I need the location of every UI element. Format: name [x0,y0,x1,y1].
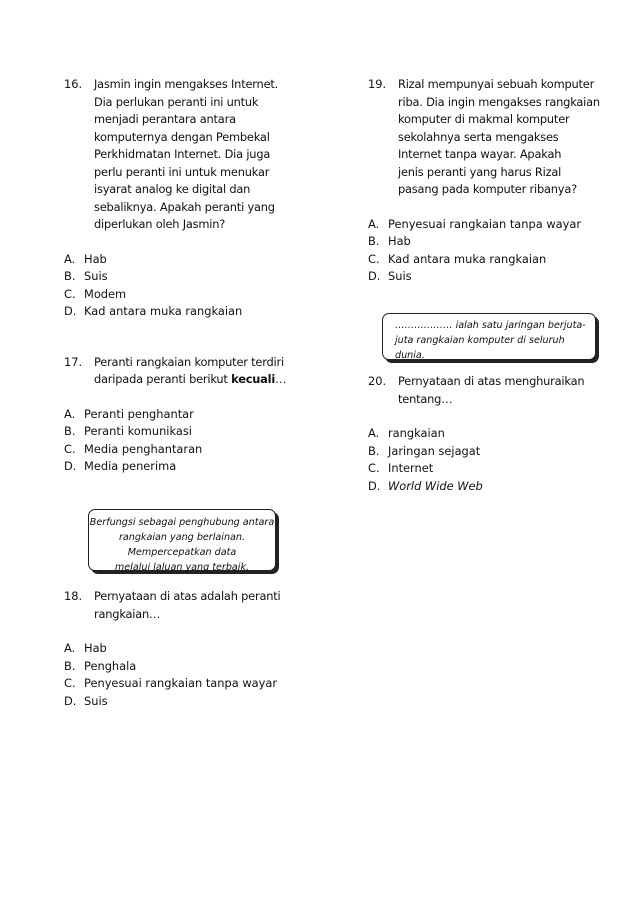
option-text: Kad antara muka rangkaian [84,304,243,318]
option-letter: C. [64,676,76,690]
question-line: sekolahnya serta mengakses [398,129,559,144]
box-line: ……………… ialah satu jaringan berjuta- [395,320,586,331]
option-letter: B. [64,269,76,283]
option-letter: D. [368,269,381,283]
option-a [368,425,600,443]
option-d [64,303,304,321]
question-number: 16. [64,77,83,91]
option-text: Hab [84,251,107,266]
option-d [368,268,600,286]
question-line: jenis peranti yang harus Rizal [398,164,562,179]
option-text: Peranti komunikasi [84,424,192,438]
option-letter: B. [64,424,76,438]
option-text: Hab [84,641,107,655]
option-text: Suis [388,269,412,283]
option-letter: C. [64,441,76,456]
question-text [94,354,304,389]
option-letter: B. [368,443,380,458]
question-16 [64,76,304,321]
option-b [368,233,600,251]
question-number: 18. [64,589,83,603]
question-line: Dia perlukan peranti ini untuk [94,94,259,109]
option-letter: A. [368,216,380,231]
question-line: rangkaian… [94,606,161,621]
option-letter: B. [368,234,380,248]
question-line: Perkhidmatan Internet. Dia juga [94,147,271,161]
option-b [64,658,304,676]
right-column [368,76,600,286]
option-d [64,693,304,711]
option-a [64,251,304,269]
question-line: menjadi perantara antara [94,112,236,126]
option-text: Internet [388,461,434,475]
option-letter: A. [64,406,76,421]
option-a [368,216,600,234]
right-column-lower [368,373,600,495]
question-line: Pernyataan di atas adalah peranti [94,589,281,603]
question-text [94,588,304,623]
left-column [64,76,304,476]
box-line: juta rangkaian komputer di seluruh [395,335,565,346]
question-19 [368,76,600,286]
option-text: Media penghantaran [84,441,203,456]
question-18 [64,588,304,710]
question-text [94,76,304,234]
option-c [64,441,304,459]
option-text: Suis [84,693,108,708]
option-b [368,443,600,461]
options-list [64,251,304,321]
options-list [368,216,600,286]
option-letter: A. [368,426,380,440]
question-number: 19. [368,77,387,91]
emphasis-kecuali: kecuali [231,372,276,386]
question-line: Rizal mempunyai sebuah komputer [398,77,595,91]
question-line: tentang… [398,391,453,406]
question-17 [64,354,304,476]
options-list [64,640,304,710]
option-letter: A. [64,251,76,266]
options-list [368,425,600,495]
option-letter: B. [64,658,76,673]
description-box-router [88,509,276,571]
question-line: Peranti rangkaian komputer terdiri [94,354,284,369]
question-line: Pernyataan di atas menghuraikan [398,374,585,388]
description-box-internet [382,313,596,360]
option-text: rangkaian [388,426,445,440]
question-line: daripada peranti berikut kecuali… [94,372,287,386]
option-c [64,675,304,693]
option-letter: D. [64,304,77,318]
question-line: Jasmin ingin mengakses Internet. [94,77,279,91]
option-letter: C. [64,286,76,301]
option-letter: D. [64,693,77,708]
option-d [368,478,600,496]
box-line: dunia. [395,350,425,361]
box-line: rangkaian yang berlainan. [118,532,246,543]
question-line: perlu peranti ini untuk menukar [94,164,270,179]
option-a [64,406,304,424]
option-text: Suis [84,269,108,283]
question-line: komputernya dengan Pembekal [94,129,270,144]
question-number: 20. [368,374,387,388]
question-number: 17. [64,354,83,369]
box-line: melalui laluan yang terbaik. [114,562,250,573]
question-line: isyarat analog ke digital dan [94,182,251,196]
question-text [398,373,600,408]
option-text: Media penerima [84,459,177,473]
option-text: Penghala [84,658,137,673]
box-line: Mempercepatkan data [127,547,237,558]
option-text: Hab [388,234,411,248]
option-text: Penyesuai rangkaian tanpa wayar [84,676,278,690]
question-text [398,76,600,199]
option-letter: A. [64,641,76,655]
question-line: Internet tanpa wayar. Apakah [398,147,562,161]
question-line: sebaliknya. Apakah peranti yang [94,199,275,214]
option-letter: C. [368,251,380,266]
options-list [64,406,304,476]
option-letter: D. [368,478,381,493]
option-text: Penyesuai rangkaian tanpa wayar [388,216,582,231]
box-line: Berfungsi sebagai penghubung antara [89,517,275,528]
option-c [368,251,600,269]
option-b [64,268,304,286]
question-line: diperlukan oleh Jasmin? [94,217,226,231]
option-text: Jaringan sejagat [388,443,481,458]
question-line: pasang pada komputer ribanya? [398,182,577,196]
option-text: Kad antara muka rangkaian [388,251,547,266]
left-column-lower [64,588,304,710]
option-text: World Wide Web [388,478,483,493]
option-letter: C. [368,461,380,475]
question-line: riba. Dia ingin mengakses rangkaian [398,94,600,109]
option-d [64,458,304,476]
option-c [368,460,600,478]
option-b [64,423,304,441]
option-text: Peranti penghantar [84,406,194,421]
option-text: Modem [84,286,127,301]
question-20 [368,373,600,495]
option-a [64,640,304,658]
option-c [64,286,304,304]
option-letter: D. [64,459,77,473]
question-line: komputer di makmal komputer [398,112,570,126]
